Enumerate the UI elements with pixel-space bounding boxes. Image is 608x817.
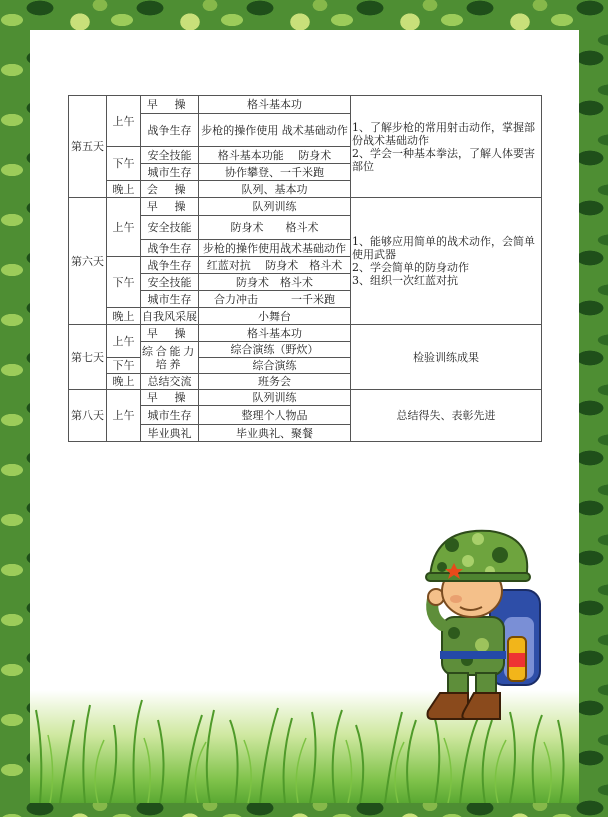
category-cell: 自我风采展	[142, 309, 197, 323]
content-cell: 综合演练（野炊）	[199, 342, 351, 358]
category-cell: 早 操	[141, 198, 199, 216]
category-cell: 早 操	[141, 96, 199, 114]
content-cell: 防身术 格斗术	[199, 216, 351, 240]
day-label: 第八天	[69, 390, 107, 442]
category-cell: 会 操	[141, 181, 199, 198]
category-cell: 早 操	[141, 325, 199, 342]
content-cell: 队列、基本功	[199, 181, 351, 198]
content-cell: 班务会	[199, 374, 351, 390]
content-cell: 整理个人物品	[199, 406, 351, 425]
goal-cell: 检验训练成果	[351, 325, 542, 390]
content-cell: 协作攀登、一千米跑	[199, 164, 351, 181]
day-label: 第五天	[69, 96, 107, 198]
day-label: 第七天	[69, 325, 107, 390]
category-cell: 城市生存	[141, 291, 199, 308]
category-cell: 城市生存	[141, 406, 199, 425]
cartoon-soldier-icon	[412, 525, 552, 730]
category-cell: 安全技能	[141, 147, 199, 164]
period-label: 下午	[107, 257, 141, 308]
category-cell: 早 操	[141, 390, 199, 406]
table-row	[69, 390, 542, 406]
category-cell: 战争生存	[141, 257, 199, 274]
table-row	[69, 325, 542, 342]
content-cell: 红蓝对抗 防身术 格斗术	[199, 257, 351, 274]
content-cell: 格斗基本功	[199, 96, 351, 114]
category-cell: 综合能力培养	[141, 342, 199, 374]
content-cell: 格斗基本功能 防身术	[199, 147, 351, 164]
goal-line: 1、能够应用简单的战术动作，会简单使用武器	[352, 235, 535, 261]
category-cell: 总结交流	[141, 374, 199, 390]
content-cell: 合力冲击 一千米跑	[199, 291, 351, 308]
content-cell: 步枪的操作使用 战术基础动作	[199, 114, 351, 147]
period-label: 晚上	[107, 374, 141, 390]
goal-line: 2、学会简单的防身动作	[352, 261, 469, 274]
period-label: 晚上	[107, 181, 141, 198]
goal-cell: 总结得失、表彰先进	[351, 390, 542, 442]
content-cell: 小舞台	[199, 308, 351, 325]
category-cell: 安全技能	[141, 274, 199, 291]
content-cell: 综合演练	[199, 358, 351, 374]
table-row	[69, 198, 542, 216]
goal-line: 3、组织一次红蓝对抗	[352, 274, 458, 287]
period-label: 上午	[107, 96, 141, 147]
category-cell: 安全技能	[141, 216, 199, 240]
content-cell: 队列训练	[199, 198, 351, 216]
category-cell: 毕业典礼	[141, 425, 199, 442]
goal-line: 1、了解步枪的常用射击动作，掌握部份战术基础动作	[352, 120, 535, 147]
category-cell: 战争生存	[141, 114, 199, 147]
goal-cell	[351, 198, 542, 325]
period-label: 晚上	[107, 308, 141, 325]
period-label: 上午	[107, 198, 141, 257]
goal-line: 2、学会一种基本拳法，了解人体要害部位	[352, 146, 535, 173]
content-cell: 步枪的操作使用战术基础动作	[199, 240, 351, 257]
table-row	[69, 96, 542, 114]
period-label: 下午	[107, 358, 141, 374]
content-cell: 防身术 格斗术	[199, 274, 351, 291]
period-label: 上午	[107, 390, 141, 442]
content-cell: 毕业典礼、聚餐	[199, 425, 351, 442]
category-cell: 城市生存	[141, 164, 199, 181]
content-cell: 队列训练	[199, 390, 351, 406]
period-label: 下午	[107, 147, 141, 181]
category-cell: 战争生存	[141, 240, 199, 257]
period-label: 上午	[107, 325, 141, 358]
training-schedule-table	[68, 95, 542, 442]
goal-cell	[351, 96, 542, 198]
content-cell: 格斗基本功	[199, 325, 351, 342]
day-label: 第六天	[69, 198, 107, 325]
